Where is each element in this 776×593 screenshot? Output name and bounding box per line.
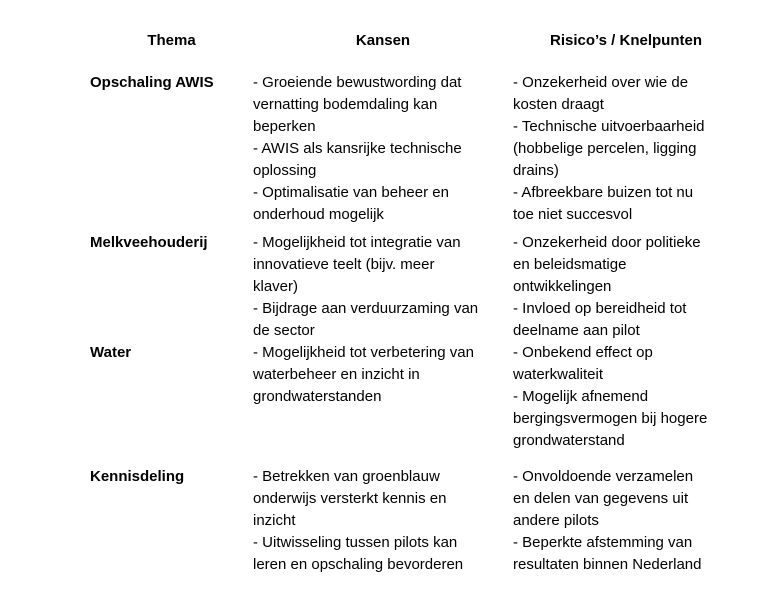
table-row: [90, 342, 776, 452]
thema-cell: Melkveehouderij: [90, 234, 208, 251]
bullet-line: - Afbreekbare buizen tot nu toe niet succesvol: [513, 184, 694, 223]
risicos-cell: [513, 466, 739, 576]
thema-cell: Kennisdeling: [90, 468, 185, 485]
bullet-line: - Bijdrage aan verduurzaming van de sector: [253, 300, 479, 339]
bullet-line: - Optimalisatie van beheer en onderhoud mogelijk: [253, 184, 449, 223]
table-body: [90, 72, 776, 576]
column-header-thema: Thema: [147, 32, 196, 49]
risicos-cell: [513, 72, 739, 226]
bullet-line: - Technische uitvoerbaarheid (hobbelige percelen, ligging drains): [513, 118, 705, 179]
risicos-cell: [513, 232, 739, 342]
thema-cell: Opschaling AWIS: [90, 74, 214, 91]
risicos-cell: [513, 342, 739, 452]
table-row: [90, 72, 776, 226]
bullet-line: - Beperkte afstemming van resultaten binnen Nederland: [513, 534, 702, 573]
bullet-line: - Mogelijkheid tot integratie van innovatieve teelt (bijv. meer klaver): [253, 234, 461, 295]
bullet-line: - Mogelijk afnemend bergingsvermogen bij hogere grondwaterstand: [513, 388, 708, 449]
column-header-risicos: Risico’s / Knelpunten: [550, 32, 702, 49]
kansen-cell: [253, 342, 513, 452]
table-header-row: [90, 30, 776, 52]
column-header-kansen: Kansen: [355, 32, 411, 49]
bullet-line: - Onzekerheid over wie de kosten draagt: [513, 74, 689, 113]
bullet-line: - Mogelijkheid tot verbetering van waterbeheer en inzicht in grondwaterstanden: [253, 344, 474, 405]
kansen-cell: [253, 466, 513, 576]
bullet-line: - Betrekken van groenblauw onderwijs versterkt kennis en inzicht: [253, 468, 447, 529]
kansen-cell: [253, 72, 513, 226]
bullet-line: - Uitwisseling tussen pilots kan leren en opschaling bevorderen: [253, 534, 464, 573]
bullet-line: - Onbekend effect op waterkwaliteit: [513, 344, 653, 383]
bullet-line: - Invloed op bereidheid tot deelname aan pilot: [513, 300, 687, 339]
bullet-line: - AWIS als kansrijke technische oplossing: [253, 140, 462, 179]
bullet-line: - Groeiende bewustwording dat vernatting bodemdaling kan beperken: [253, 74, 462, 135]
bullet-line: - Onvoldoende verzamelen en delen van gegevens uit andere pilots: [513, 468, 694, 529]
table-row: [90, 466, 776, 576]
kansen-cell: [253, 232, 513, 342]
table-row: [90, 232, 776, 342]
bullet-line: - Onzekerheid door politieke en beleidsmatige ontwikkelingen: [513, 234, 701, 295]
thema-cell: Water: [90, 344, 132, 361]
